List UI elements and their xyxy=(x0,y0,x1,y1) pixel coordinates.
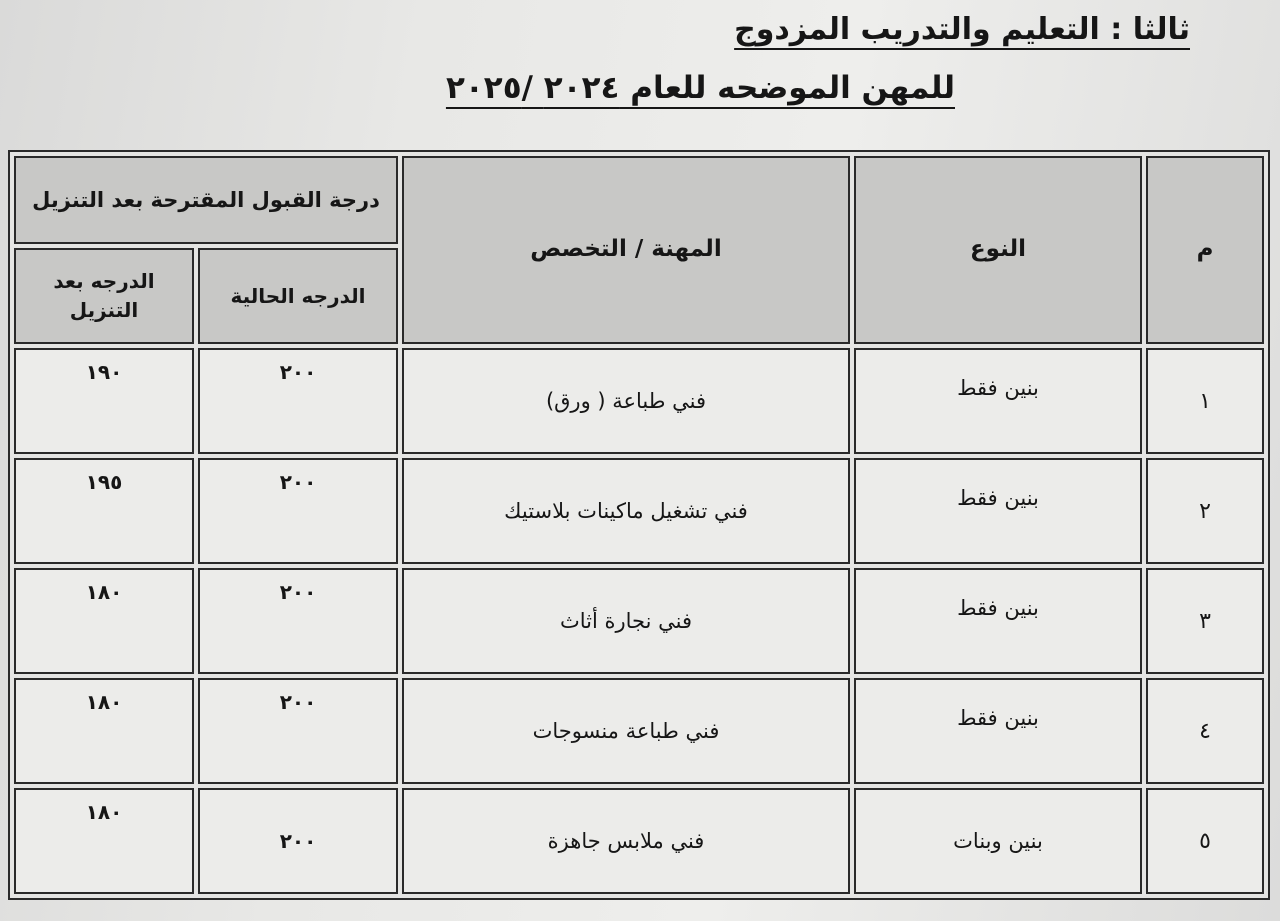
row-index: ٥ xyxy=(1146,788,1264,894)
row-score-after: ١٨٠ xyxy=(14,678,194,784)
row-score-after: ١٨٠ xyxy=(14,568,194,674)
admission-table xyxy=(8,150,1270,900)
row-type: بنين فقط xyxy=(854,348,1142,454)
row-profession: فني طباعة منسوجات xyxy=(402,678,850,784)
table-row xyxy=(14,568,1264,674)
table-row xyxy=(14,678,1264,784)
row-profession: فني نجارة أثاث xyxy=(402,568,850,674)
row-current-score: ٢٠٠ xyxy=(198,678,398,784)
header-profession: المهنة / التخصص xyxy=(402,156,850,344)
table-row xyxy=(14,458,1264,564)
section-subtitle: للمهن الموضحه للعام ٢٠٢٤ /٢٠٢٥ xyxy=(445,70,955,106)
header-current-score: الدرجه الحالية xyxy=(198,248,398,344)
row-index: ٤ xyxy=(1146,678,1264,784)
row-current-score: ٢٠٠ xyxy=(198,788,398,894)
row-score-after: ١٩٥ xyxy=(14,458,194,564)
header-index: م xyxy=(1146,156,1264,344)
header-type: النوع xyxy=(854,156,1142,344)
table-header xyxy=(14,156,1264,344)
row-type: بنين فقط xyxy=(854,458,1142,564)
row-index: ٢ xyxy=(1146,458,1264,564)
row-index: ٣ xyxy=(1146,568,1264,674)
row-current-score: ٢٠٠ xyxy=(198,568,398,674)
header-admission-group: درجة القبول المقترحة بعد التنزيل xyxy=(14,156,398,244)
header-score-after: الدرجه بعد التنزيل xyxy=(14,248,194,344)
row-profession: فني ملابس جاهزة xyxy=(402,788,850,894)
section-title: ثالثا : التعليم والتدريب المزدوج xyxy=(734,12,1190,47)
row-type: بنين فقط xyxy=(854,568,1142,674)
row-score-after: ١٩٠ xyxy=(14,348,194,454)
row-current-score: ٢٠٠ xyxy=(198,458,398,564)
table-row xyxy=(14,788,1264,894)
row-type: بنين فقط xyxy=(854,678,1142,784)
table-body xyxy=(14,348,1264,894)
row-current-score: ٢٠٠ xyxy=(198,348,398,454)
row-profession: فني تشغيل ماكينات بلاستيك xyxy=(402,458,850,564)
row-score-after: ١٨٠ xyxy=(14,788,194,894)
row-type: بنين وبنات xyxy=(854,788,1142,894)
header-row xyxy=(14,156,1264,244)
row-profession: فني طباعة ( ورق) xyxy=(402,348,850,454)
table-row xyxy=(14,348,1264,454)
row-index: ١ xyxy=(1146,348,1264,454)
